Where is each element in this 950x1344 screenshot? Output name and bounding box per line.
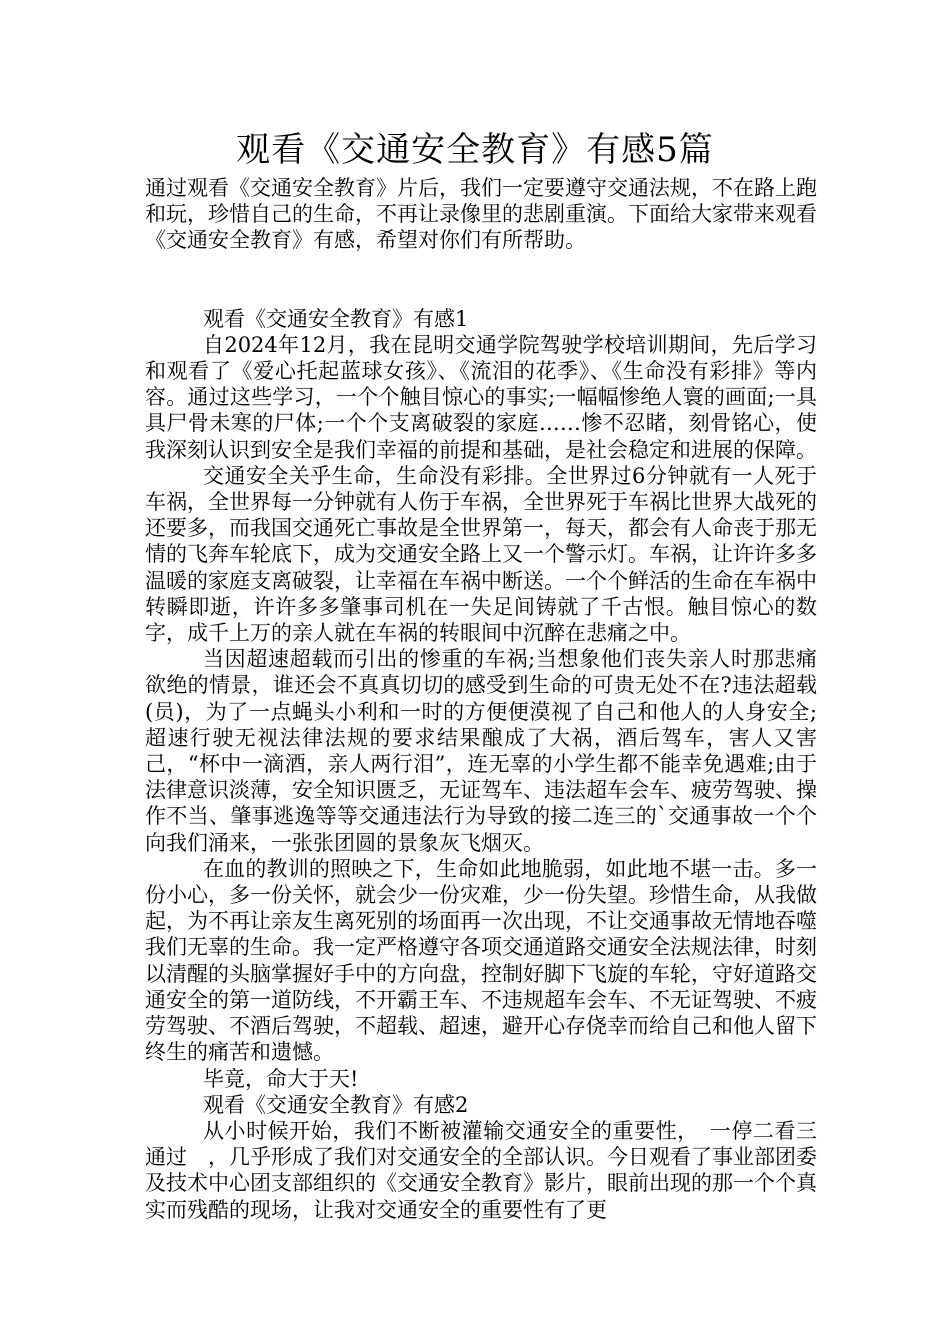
section-1-paragraph-2: 交通安全关乎生命，生命没有彩排。全世界过6分钟就有一人死于车祸，全世界每一分钟就有人伤于车祸，全世界死于车祸比世界大战死的还要多，而我国交通死亡事故是全世界第一，每天，都会有人命丧于那无情的飞奔车轮底下，成为交通安全路上又一个警示灯。车祸，让许许多多温暖的家庭支离破裂，让幸福在车祸中断送。一个个鲜活的生命在车祸中转瞬即逝，许许多多肇事司机在一失足间铸就了千古恨。触目惊心的数字，成千上万的亲人就在车祸的转眼间中沉醉在悲痛之中。 [145,463,817,646]
blank-line [145,254,817,306]
section-1-heading: 观看《交通安全教育》有感1 [203,306,469,331]
section-1-paragraph-3: 当因超速超载而引出的惨重的车祸;当想象他们丧失亲人时那悲痛欲绝的情景，谁还会不真真切切的感受到生命的可贵无处不在?违法超载(员)，为了一点蝇头小利和一时的方便便漠视了自己和他人的人身安全;超速行驶无视法律法规的要求结果酿成了大祸，酒后驾车，害人又害己，“杯中一滴酒，亲人两行泪”，连无辜的小学生都不能幸免遇难;由于法律意识淡薄，安全知识匮乏，无证驾车、违法超车会车、疲劳驾驶、操作不当、肇事逃逸等等交通违法行为导致的接二连三的`交通事故一个个向我们涌来，一张张团圆的景象灰飞烟灭。 [145,647,817,855]
document-body [145,175,817,1223]
section-1-paragraph-4: 在血的教训的照映之下，生命如此地脆弱，如此地不堪一击。多一份小心，多一份关怀，就会少一份灾难，少一份失望。珍惜生命，从我做起，为不再让亲友生离死别的场面再一次出现，不让交通事故无情地吞噬我们无辜的生命。我一定严格遵守各项交通道路交通安全法规法律，时刻以清醒的头脑掌握好手中的方向盘，控制好脚下飞旋的车轮，守好道路交通安全的第一道防线，不开霸王车、不违规超车会车、不无证驾驶、不疲劳驾驶、不酒后驾驶，不超载、超速，避开心存侥幸而给自己和他人留下终生的痛苦和遗憾。 [145,856,817,1065]
intro-paragraph: 通过观看《交通安全教育》片后，我们一定要遵守交通法规，不在路上跑和玩，珍惜自己的生命，不再让录像里的悲剧重演。下面给大家带来观看《交通安全教育》有感，希望对你们有所帮助。 [145,176,817,253]
section-1-paragraph-1: 自2024年12月，我在昆明交通学院驾驶学校培训期间，先后学习和观看了《爱心托起蓝球女孩》、《流泪的花季》、《生命没有彩排》等内容。通过这些学习，一个个触目惊心的事实;一幅幅惨绝人寰的画面;一具具尸骨未寒的尸体;一个个支离破裂的家庭……惨不忍睹，刻骨铭心，使我深刻认识到安全是我们幸福的前提和基础，是社会稳定和进展的保障。 [145,332,817,462]
section-2-paragraph-1: 从小时候开始，我们不断被灌输交通安全的重要性， 一停二看三通过 ，几乎形成了我们对交通安全的全部认识。今日观看了事业部团委及技术中心团支部组织的《交通安全教育》影片，眼前出现的那一个个真实而残酷的现场，让我对交通安全的重要性有了更 [145,1118,817,1222]
section-1-paragraph-5: 毕竟，命大于天! [203,1066,359,1091]
section-2-heading: 观看《交通安全教育》有感2 [203,1092,469,1117]
document-title: 观看《交通安全教育》有感5篇 [236,130,714,170]
